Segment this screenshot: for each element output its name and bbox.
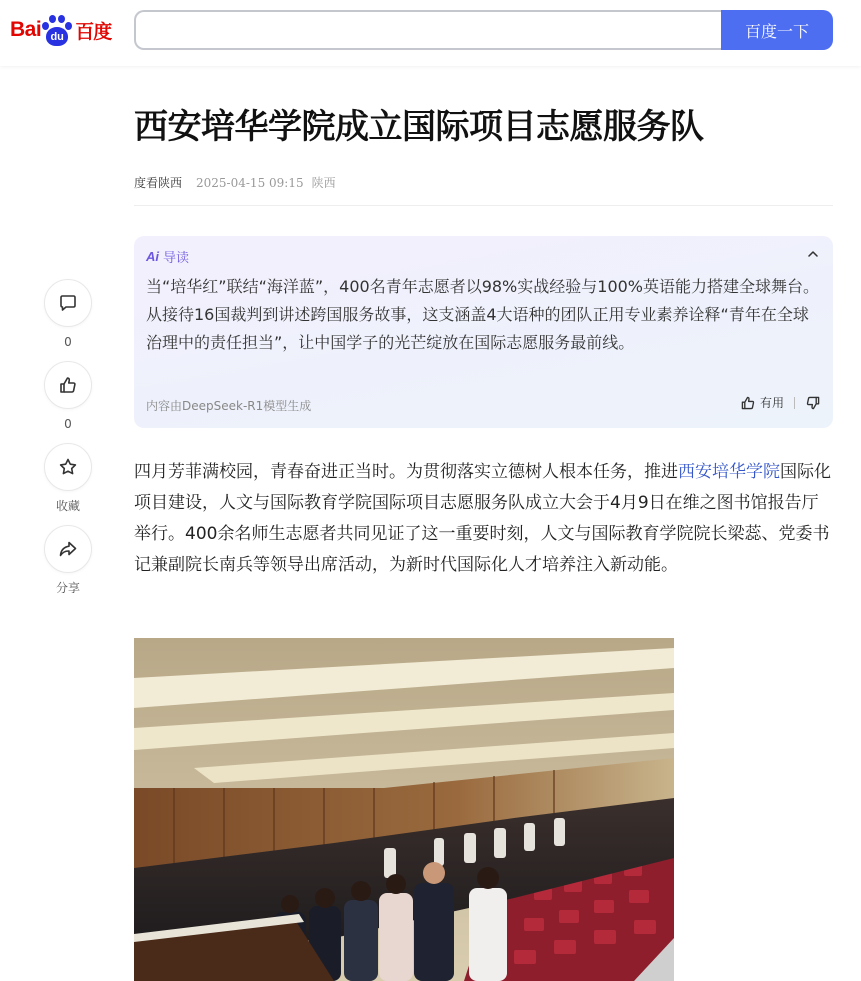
- like-action: [44, 361, 92, 431]
- useful-label: 有用: [759, 396, 784, 410]
- ai-summary-title: 导读: [163, 251, 190, 266]
- comment-button[interactable]: [44, 279, 92, 327]
- ai-summary-card: [134, 236, 833, 428]
- top-header: [0, 0, 861, 66]
- share-button[interactable]: [44, 525, 92, 573]
- article-time: 2025-04-15 09:15: [196, 176, 304, 190]
- article-meta: [134, 175, 336, 191]
- share-arrow-icon: [58, 539, 78, 559]
- share-action: [44, 525, 92, 595]
- ai-summary-text: 当“培华红”联结“海洋蓝”，400名青年志愿者以98%实战经验与100%英语能力搭建全球舞台。从接待16国裁判到讲述跨国服务故事，这支涵盖4大语种的团队正用专业素养诠释“青年在全球治理中的责任担当”，让中国学子的光芒绽放在国际志愿服务最前线。: [146, 277, 820, 352]
- favorite-action: [44, 443, 92, 513]
- logo-text-bai: Bai: [10, 18, 42, 41]
- article-region: 陕西: [311, 176, 336, 190]
- meta-divider: [134, 205, 833, 206]
- dislike-button[interactable]: [805, 395, 821, 411]
- chevron-up-icon: [807, 248, 819, 260]
- logo-text-cn: 百度: [75, 20, 112, 43]
- useful-button[interactable]: [740, 394, 784, 411]
- paragraph-text-end: 国际化项目建设，人文与国际教育学院国际项目志愿服务队成立大会于4月9日在维之图书馆报告厅举行。400余名师生志愿者共同见证了这一重要时刻，人文与国际教育学院院长梁蕊、党委书记兼副院长南兵等领导出席活动，为新时代国际化人才培养注入新动能。: [134, 462, 831, 575]
- ai-summary-footer: 内容由DeepSeek-R1模型生成: [146, 399, 312, 413]
- ai-feedback: [740, 394, 821, 411]
- ai-summary-header: [146, 247, 189, 266]
- thumbs-down-icon: [805, 395, 821, 411]
- share-label: 分享: [55, 581, 80, 595]
- auditorium-photo: [134, 638, 674, 981]
- article-photo: [134, 638, 674, 981]
- like-count: 0: [64, 417, 72, 431]
- baidu-logo[interactable]: [10, 12, 111, 48]
- search-box: [134, 10, 722, 50]
- star-icon: [58, 457, 78, 477]
- search-button[interactable]: 百度一下: [721, 10, 833, 50]
- article-title: 西安培华学院成立国际项目志愿服务队: [134, 107, 704, 147]
- article-paragraph: [134, 457, 834, 581]
- thumbs-up-icon: [740, 395, 756, 411]
- article-author[interactable]: 度看陕西: [134, 176, 183, 190]
- comment-icon: [58, 293, 78, 313]
- feedback-separator: [794, 397, 795, 409]
- logo-text-du: du: [46, 27, 68, 46]
- like-button[interactable]: [44, 361, 92, 409]
- collapse-toggle[interactable]: [805, 246, 821, 262]
- school-link[interactable]: 西安培华学院: [678, 462, 780, 482]
- paragraph-text-start: 四月芳菲满校园，青春奋进正当时。为贯彻落实立德树人根本任务，推进: [134, 462, 678, 482]
- favorite-label: 收藏: [55, 499, 80, 513]
- paw-logo-icon: [42, 13, 72, 47]
- comment-action: [44, 279, 92, 349]
- comment-count: 0: [64, 335, 72, 349]
- thumbs-up-icon: [58, 375, 78, 395]
- favorite-button[interactable]: [44, 443, 92, 491]
- ai-logo-icon: Ai: [146, 249, 159, 264]
- search-input[interactable]: [136, 12, 722, 48]
